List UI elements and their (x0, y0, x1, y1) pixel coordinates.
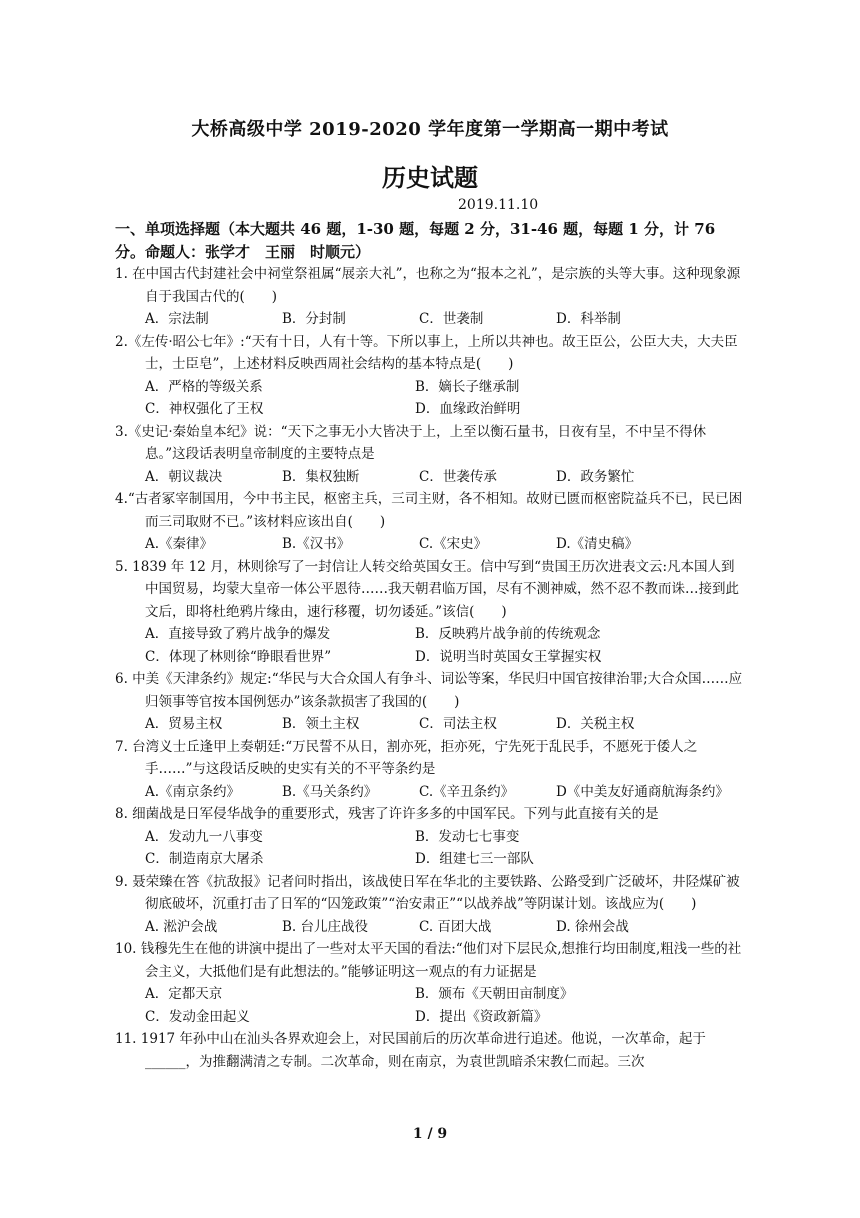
answer-option: B．集权独断 (282, 468, 360, 485)
answer-option: B．嫡长子继承制 (415, 378, 520, 395)
exam-title: 大桥高级中学 2019-2020 学年度第一学期高一期中考试 (191, 119, 669, 140)
question-item (115, 871, 745, 939)
answer-option: A.《南京条约》 (145, 783, 241, 800)
answer-option: D．政务繁忙 (556, 468, 635, 485)
question-stem: 10. 钱穆先生在他的讲演中提出了一些对太平天国的看法:“他们对下层民众,想推行均田制度,粗浅一些的社会主义，大抵他们是有此想法的。”能够证明这一观点的有力证据是 (115, 941, 742, 980)
answer-option: B．领土主权 (282, 716, 360, 732)
question-item (115, 668, 745, 736)
question-stem: 6. 中美《天津条约》规定:“华民与大合众国人有争斗、词讼等案，华民归中国官按律治罪;大合众国……应归领事等官按本国例惩办”该条款损害了我国的( ) (115, 671, 743, 710)
answer-option: C．发动金田起义 (145, 1008, 250, 1025)
exam-date: 2019.11.10 (458, 197, 539, 213)
answer-option: D《中美友好通商航海条约》 (556, 783, 729, 800)
answer-option: C．世袭制 (419, 311, 484, 327)
exam-subject-title: 历史试题 (382, 163, 478, 192)
answer-options (115, 983, 745, 1028)
question-stem: 1. 在中国古代封建社会中祠堂祭祖属“展亲大礼”，也称之为“报本之礼”，是宗族的头等大事。这种现象源自于我国古代的( ) (115, 266, 741, 305)
answer-options (115, 781, 745, 804)
question-item (115, 556, 745, 669)
question-item (115, 331, 745, 421)
question-item (115, 421, 745, 489)
answer-option: B．分封制 (282, 311, 346, 327)
question-stem: 3.《史记·秦始皇本纪》说：“天下之事无小大皆决于上，上至以衡石量书，日夜有呈，不中呈不得休息。”这段话表明皇帝制度的主要特点是 (115, 423, 707, 462)
question-stem: 7. 台湾义士丘逢甲上奏朝廷:“万民誓不从日，割亦死，拒亦死，宁先死于乱民手，不愿死于倭人之手……”与这段话反映的史实有关的不平等条约是 (115, 738, 698, 777)
answer-option: D．组建七三一部队 (415, 851, 534, 867)
answer-option: A．严格的等级关系 (145, 378, 263, 395)
answer-option: A．贸易主权 (145, 716, 223, 732)
answer-option: B.《马关条约》 (282, 783, 378, 800)
answer-option: C.《宋史》 (419, 536, 488, 552)
question-list (115, 263, 745, 1073)
answer-option: A．发动九一八事变 (145, 828, 263, 845)
answer-options (115, 713, 745, 736)
answer-option: A．定都天京 (145, 986, 223, 1002)
answer-option: B．颁布《天朝田亩制度》 (415, 986, 574, 1002)
answer-option: B．反映鸦片战争前的传统观念 (415, 626, 601, 642)
answer-option: C．神权强化了王权 (145, 401, 264, 417)
question-stem: 2.《左传·昭公七年》:“天有十日，人有十等。下所以事上，上所以共神也。故王臣公，公臣大夫，大夫臣士，士臣皂”，上述材料反映西周社会结构的基本特点是( ) (115, 333, 738, 372)
answer-options (115, 466, 745, 489)
answer-option: A. 淞沪会战 (145, 918, 218, 935)
question-stem: 5. 1839 年 12 月，林则徐写了一封信让人转交给英国女王。信中写到“贵国王历次进表文云:凡本国人到中国贸易，均蒙大皇帝一体公平恩待……我天朝君临万国，尽有不测神威，然不忍不教而诛…接到此文后，即将杜绝鸦片缘由，速行移覆，切勿诿延。”该信( ) (115, 558, 739, 620)
answer-option: D.《清史稿》 (556, 536, 639, 552)
answer-option: C．世袭传承 (419, 468, 497, 485)
question-stem: 8. 细菌战是日军侵华战争的重要形式，残害了许许多多的中国军民。下列与此直接有关的是 (115, 806, 659, 822)
answer-option: D．科举制 (556, 311, 621, 327)
page-number: 1 / 9 (412, 1126, 448, 1142)
answer-option: B.《汉书》 (282, 536, 351, 552)
question-item (115, 803, 745, 871)
question-item (115, 938, 745, 1028)
answer-option: D．关税主权 (556, 716, 635, 732)
answer-option: C．体现了林则徐“睁眼看世界” (145, 648, 332, 665)
answer-options (115, 533, 745, 556)
question-item (115, 1028, 745, 1073)
answer-options (115, 916, 745, 939)
answer-option: B．发动七七事变 (415, 828, 520, 845)
section-heading: 一、单项选择题（本大题共 46 题，1-30 题，每题 2 分，31-46 题，每题 1 分，计 76 分。命题人：张学才 王丽 时顺元） (115, 220, 716, 261)
question-stem: 11. 1917 年孙中山在汕头各界欢迎会上，对民国前后的历次革命进行追述。他说，一次革命，起于______，为推翻满清之专制。二次革命，则在南京，为袁世凯暗杀宋教仁而起。三次 (115, 1031, 706, 1070)
question-stem: 9. 聂荣臻在答《抗敌报》记者问时指出，该战使日军在华北的主要铁路、公路受到广泛破坏，井陉煤矿被彻底破坏，沉重打击了日军的“囚笼政策”“治安肃正”“以战养战”等阴谋计划。该战应为( ) (115, 873, 740, 912)
answer-options (115, 623, 745, 668)
answer-options (115, 308, 745, 331)
answer-option: D．血缘政治鲜明 (415, 401, 521, 417)
answer-option: D．提出《资政新篇》 (415, 1008, 548, 1025)
answer-option: B. 台儿庄战役 (282, 918, 369, 935)
answer-option: C．制造南京大屠杀 (145, 851, 264, 867)
answer-option: C.《辛丑条约》 (419, 783, 515, 800)
question-item (115, 488, 745, 556)
answer-option: D. 徐州会战 (556, 918, 629, 935)
answer-option: A．朝议裁决 (145, 468, 223, 485)
answer-option: A．直接导致了鸦片战争的爆发 (145, 626, 331, 642)
exam-content (115, 218, 745, 1073)
answer-option: D．说明当时英国女王掌握实权 (415, 648, 602, 665)
answer-option: A．宗法制 (145, 311, 209, 327)
answer-options (115, 826, 745, 871)
question-item (115, 263, 745, 331)
answer-option: A.《秦律》 (145, 536, 214, 552)
answer-option: C. 百团大战 (419, 918, 492, 935)
question-item (115, 736, 745, 804)
answer-options (115, 376, 745, 421)
answer-option: C．司法主权 (419, 716, 497, 732)
question-stem: 4.“古者冢宰制国用，今中书主民，枢密主兵，三司主财，各不相知。故财已匮而枢密院益兵不已，民已困而三司取财不已。”该材料应该出自( ) (115, 491, 743, 530)
